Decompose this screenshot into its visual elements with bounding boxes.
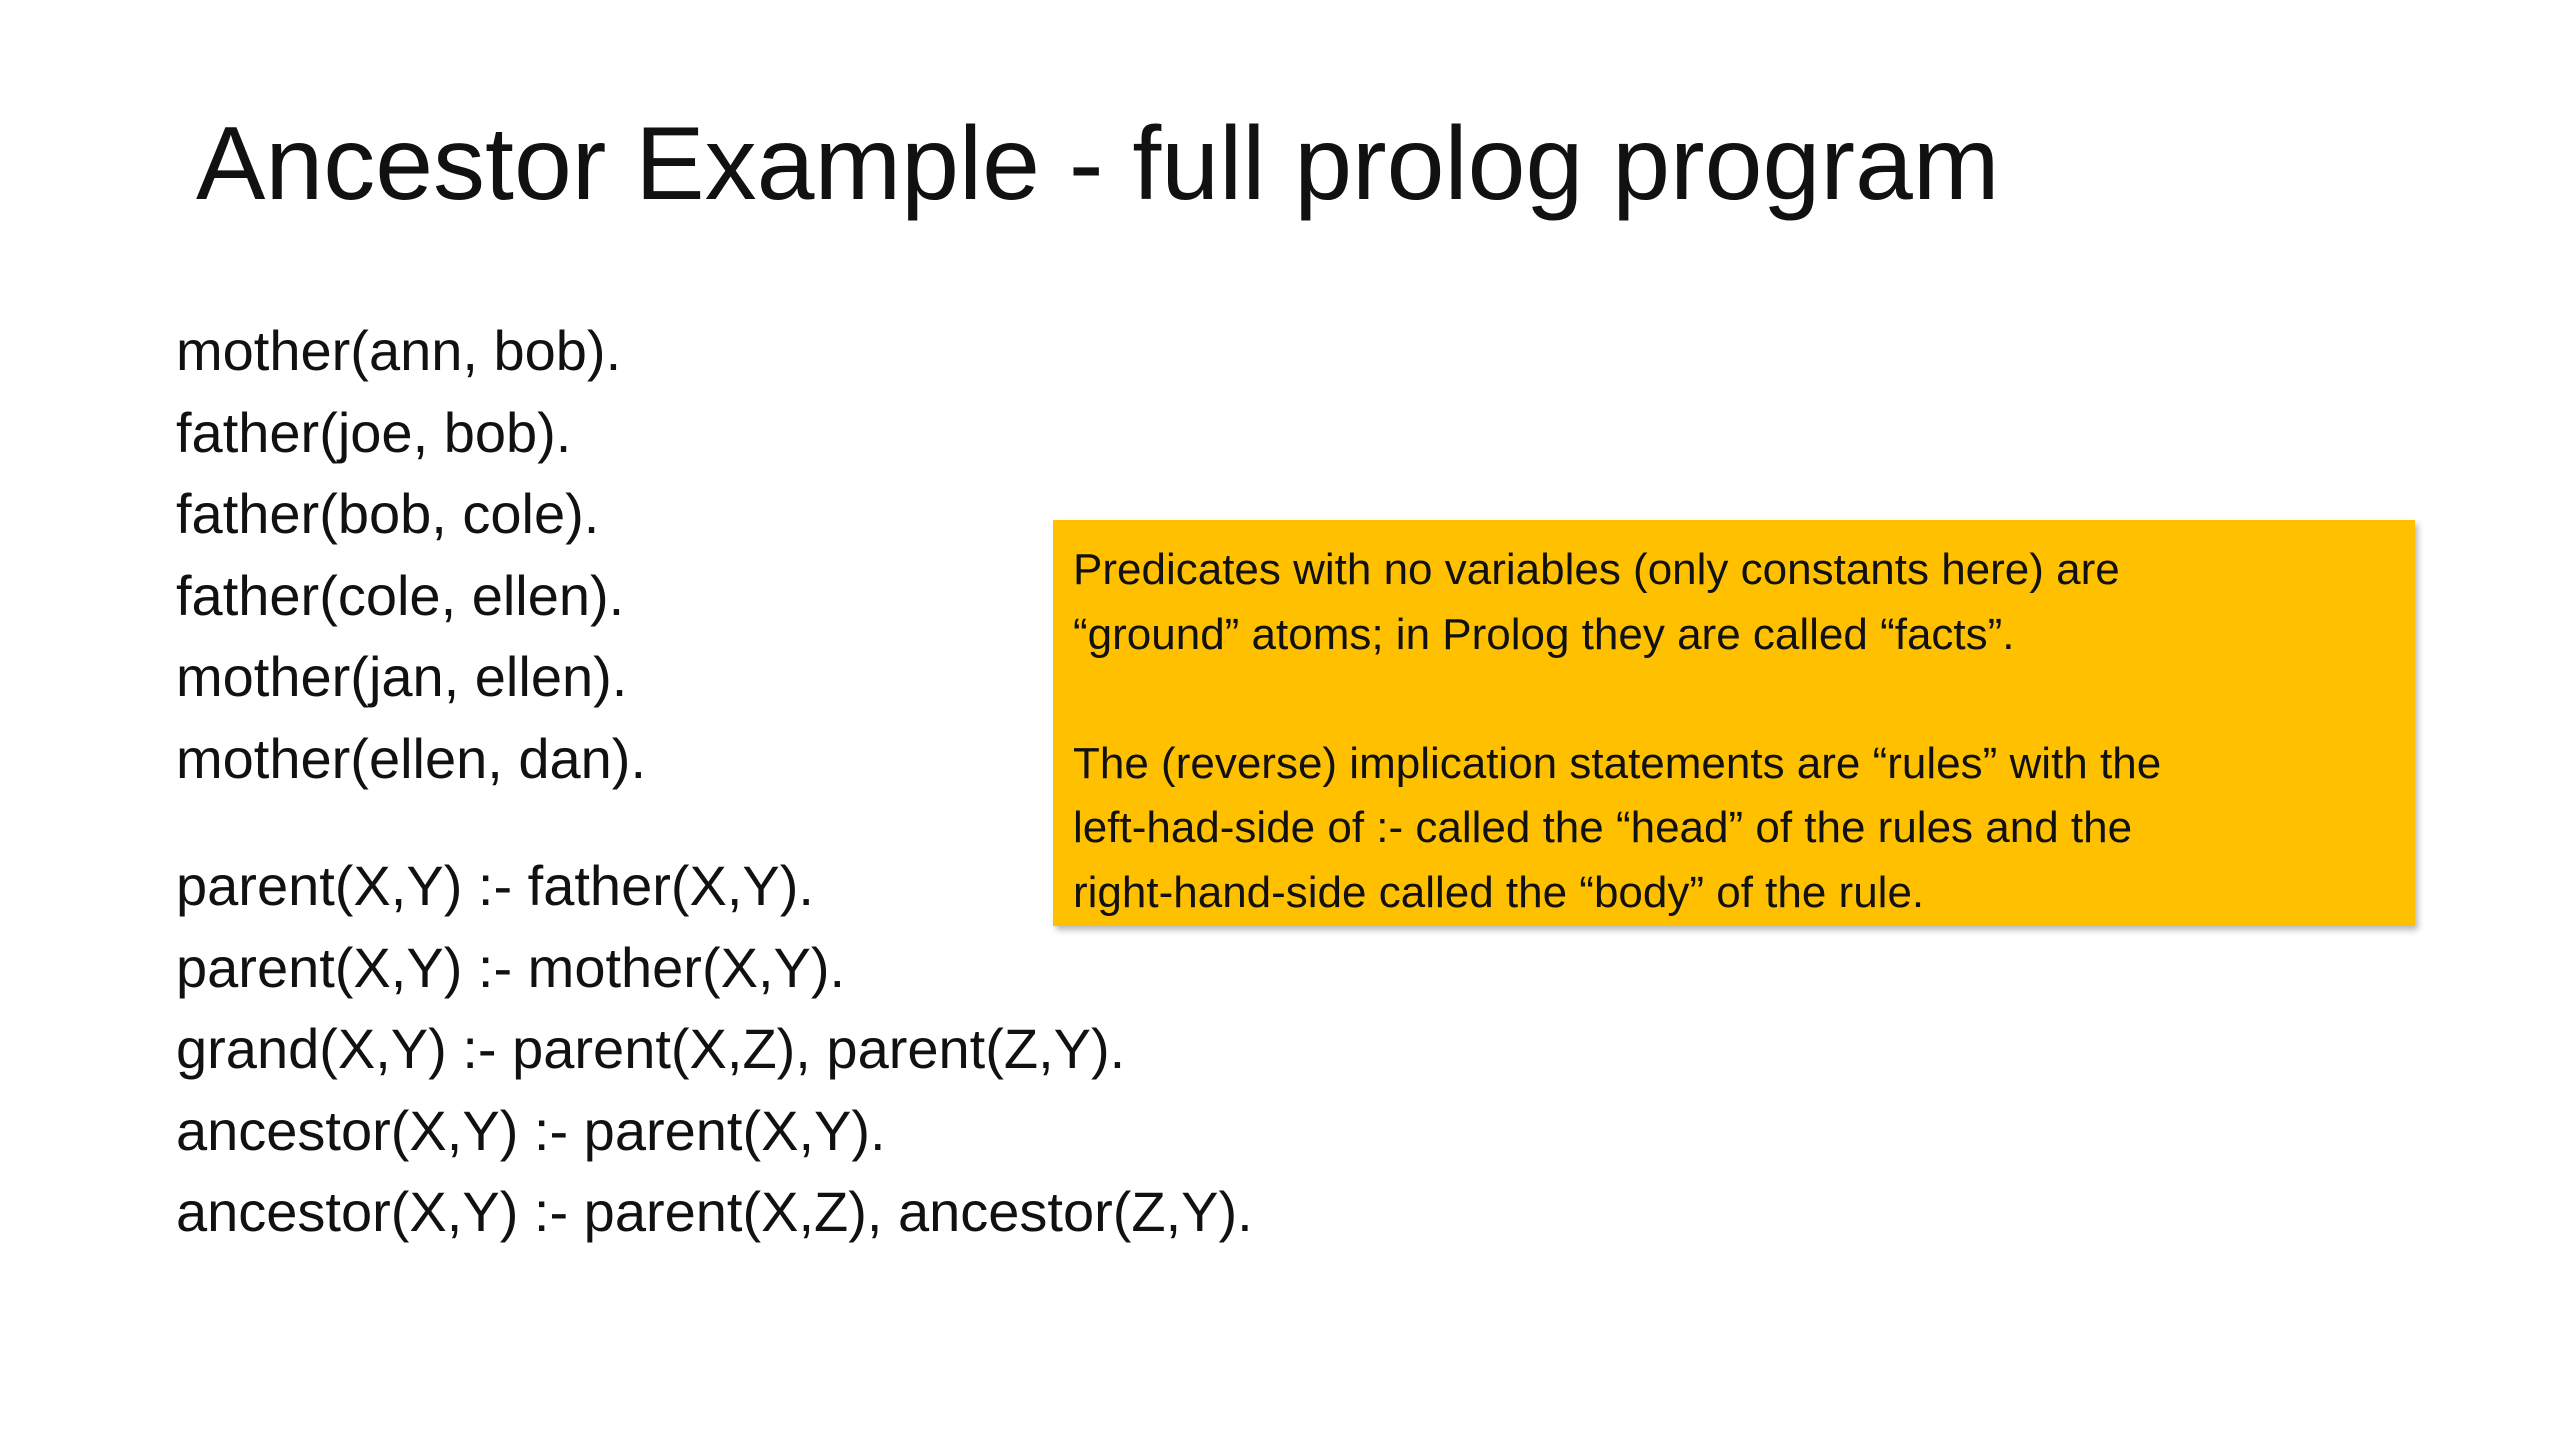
slide-title: Ancestor Example - full prolog program (196, 106, 2000, 222)
facts-list (176, 310, 646, 799)
fact-line: father(cole, ellen). (176, 563, 625, 627)
rule-line: ancestor(X,Y) :- parent(X,Z), ancestor(Z,Y). (176, 1180, 1253, 1243)
callout-text-line: left-had-side of :- called the “head” of the rules and the (1073, 803, 2133, 852)
fact-line: mother(jan, ellen). (176, 645, 628, 708)
callout-text-line: right-hand-side called the “body” of the rule. (1073, 867, 1925, 917)
rule-line: parent(X,Y) :- father(X,Y). (176, 854, 814, 917)
callout-text-line: Predicates with no variables (only constants here) are (1073, 545, 2120, 594)
rule-line: parent(X,Y) :- mother(X,Y). (176, 935, 846, 999)
fact-line: father(bob, cole). (176, 482, 600, 545)
rule-line: grand(X,Y) :- parent(X,Z), parent(Z,Y). (176, 1017, 1126, 1080)
callout-paragraph-rules (1073, 732, 2395, 926)
callout-text-line: The (reverse) implication statements are “rules” with the (1073, 738, 2162, 788)
callout-paragraph-facts (1073, 538, 2395, 667)
callout-text-line: “ground” atoms; in Prolog they are called “facts”. (1073, 609, 2015, 659)
rule-line: ancestor(X,Y) :- parent(X,Y). (176, 1098, 886, 1162)
explanation-callout (1053, 520, 2415, 926)
fact-line: father(joe, bob). (176, 400, 572, 464)
fact-line: mother(ann, bob). (176, 319, 622, 382)
fact-line: mother(ellen, dan). (176, 726, 647, 790)
